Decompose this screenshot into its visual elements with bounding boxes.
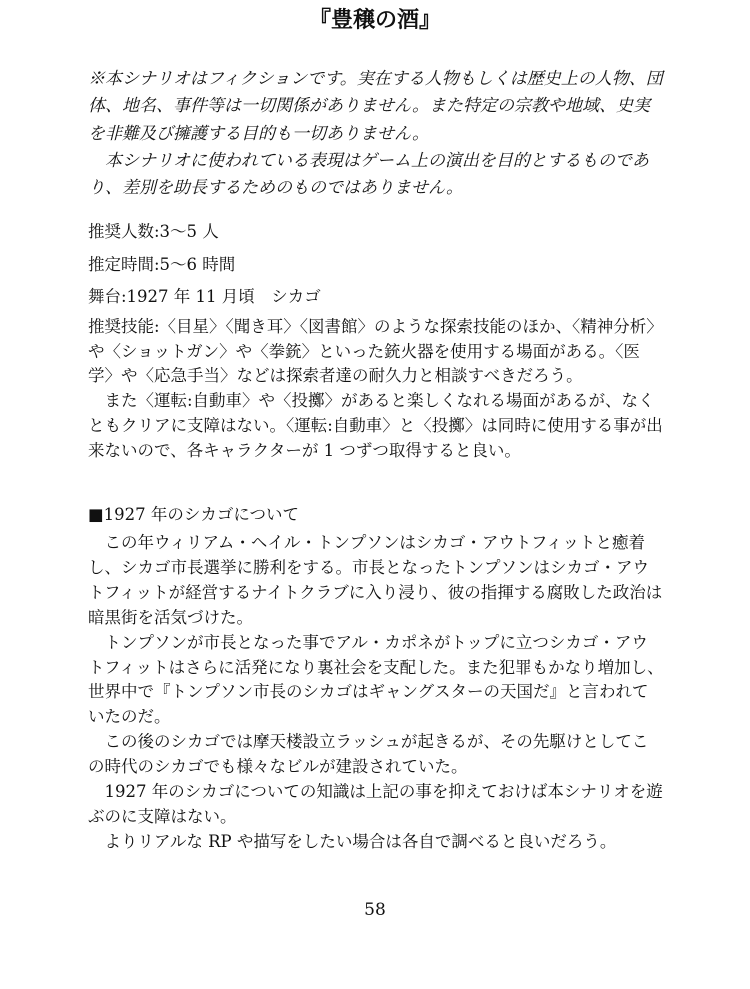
section-paragraph: よりリアルな RP や描写をしたい場合は各自で調べると良いだろう。	[104, 831, 617, 851]
section-paragraph: トンプソンが市長となった事でアル・カポネがトップに立つシカゴ・アウトフィットはさらに活発になり裏社会を支配した。また犯罪もかなり増加し、世界中で『トンプソン市長のシカゴはギャングスターの天国だ』と言われていたのだ。	[88, 632, 664, 727]
section-body	[88, 531, 664, 855]
section-paragraph: 1927 年のシカゴについての知識は上記の事を抑えておけば本シナリオを遊ぶのに支障はない。	[88, 782, 663, 826]
section-paragraph: この年ウィリアム・ヘイル・トンプソンはシカゴ・アウトフィットと癒着し、シカゴ市長選挙に勝利をする。市長となったトンプソンはシカゴ・アウトフィットが経営するナイトクラブに入り浸り、彼の指揮する腐敗した政治は暗黒街を活気づけた。	[88, 533, 663, 627]
page-number: 58	[364, 900, 386, 920]
recommended-skills	[88, 315, 664, 463]
setting-stage: 舞台:1927 年 11 月頃 シカゴ	[88, 287, 321, 306]
disclaimer-paragraph: ※本シナリオはフィクションです。実在する人物もしくは歴史上の人物、団体、地名、事件等は一切関係がありません。また特定の宗教や地域、史実を非難及び擁護する目的も一切ありません。	[88, 69, 663, 144]
skills-paragraph: 推奨技能:〈目星〉〈聞き耳〉〈図書館〉のような探索技能のほか、〈精神分析〉や〈ショットガン〉や〈拳銃〉といった銃火器を使用する場面がある。〈医学〉や〈応急手当〉などは探索者達の耐久力と相談すべきだろう。	[88, 317, 663, 386]
skills-paragraph: また〈運転:自動車〉や〈投擲〉があると楽しくなれる場面があるが、なくともクリアに支障はない。〈運転:自動車〉と〈投擲〉は同時に使用する事が出来ないので、各キャラクターが 1 つずつ取得すると良い。	[88, 391, 663, 460]
disclaimer	[88, 66, 664, 202]
section-heading: ■1927 年のシカゴについて	[88, 505, 299, 524]
estimated-time: 推定時間:5〜6 時間	[88, 255, 236, 274]
recommended-players: 推奨人数:3〜5 人	[88, 222, 219, 241]
disclaimer-paragraph: 本シナリオに使われている表現はゲーム上の演出を目的とするものであり、差別を助長するためのものではありません。	[88, 150, 649, 199]
section-paragraph: この後のシカゴでは摩天楼設立ラッシュが起きるが、その先駆けとしてこの時代のシカゴでも様々なビルが建設されていた。	[88, 732, 649, 777]
page-title: 『豊穣の酒』	[308, 8, 441, 33]
